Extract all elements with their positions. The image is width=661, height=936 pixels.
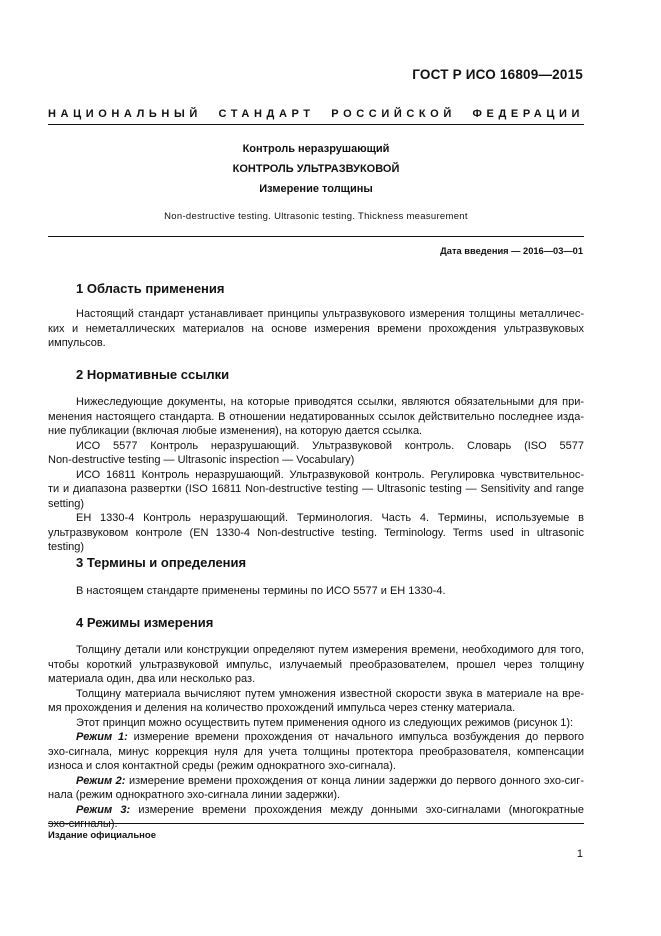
mode-1-label: Режим 1: bbox=[76, 731, 128, 743]
section-3-body bbox=[48, 584, 584, 599]
section-2-body bbox=[48, 395, 584, 555]
mode-3-label: Режим 3: bbox=[76, 803, 131, 816]
footer-rule bbox=[48, 823, 584, 824]
title-bottom-rule bbox=[48, 236, 584, 237]
text-line: нала (режим однократного эхо-сигнала линии задержки). bbox=[48, 789, 341, 801]
text-line: В настоящем стандарте применены термины по ИСО 5577 и ЕН 1330-4. bbox=[76, 585, 446, 597]
text-line: чтобы короткий ультразвуковой импульс, излучаемый преобразователем, прошел через толщину bbox=[48, 658, 584, 671]
national-standard-banner bbox=[48, 108, 584, 120]
text-line: ти и диапазона развертки (ISO 16811 Non-destructive testing — Ultrasonic testing — Sensitivity and range bbox=[48, 483, 584, 495]
text-line: Толщину материала вычисляют путем умножения известной скорости звука в материале на вре- bbox=[76, 687, 584, 700]
mode-2-text: измерение времени прохождения от конца линии задержки до первого донного эхо-сиг- bbox=[125, 774, 584, 787]
introduction-date: Дата введения — 2016—03—01 bbox=[440, 246, 583, 256]
title-line-2: КОНТРОЛЬ УЛЬТРАЗВУКОВОЙ bbox=[232, 163, 400, 175]
section-3-heading: 3 Термины и определения bbox=[76, 555, 247, 570]
banner-word-federation: ФЕДЕРАЦИИ bbox=[472, 108, 584, 120]
text-line: ние публикации (включая любые изменения), на которую дается ссылка. bbox=[48, 425, 423, 437]
text-line: ких и неметаллических материалов на основе измерения времени прохождения ультразвуковых bbox=[48, 322, 584, 335]
text-line: менения настоящего стандарта. В отношении недатированных ссылок действительно последнее изда- bbox=[48, 410, 584, 423]
text-line: мя прохождения и деления на количество прохождений импульса через стенку материала. bbox=[48, 702, 516, 714]
banner-word-russian: РОССИЙСКОЙ bbox=[331, 108, 456, 120]
text-line: ультразвуковом контроле (EN 1330-4 Non-destructive testing. Terminology. Terms used in ultrasonic bbox=[48, 526, 584, 539]
banner-word-national: НАЦИОНАЛЬНЫЙ bbox=[48, 108, 202, 120]
text-line: эхо-сигналы). bbox=[48, 818, 118, 830]
official-edition-label: Издание официальное bbox=[48, 830, 156, 841]
banner-word-standard: СТАНДАРТ bbox=[218, 108, 315, 120]
mode-1-line bbox=[48, 730, 584, 745]
title-line-1: Контроль неразрушающий bbox=[242, 143, 390, 155]
section-4-heading: 4 Режимы измерения bbox=[76, 615, 214, 630]
mode-1-text: измерение времени прохождения от начального импульса возбуждения до первого bbox=[127, 731, 584, 743]
mode-2-label: Режим 2: bbox=[76, 774, 126, 787]
mode-3-line bbox=[48, 803, 584, 818]
mode-2-line bbox=[48, 774, 584, 789]
text-line: Нижеследующие документы, на которые приводятся ссылки, являются обязательными для при- bbox=[76, 396, 584, 408]
section-1-body bbox=[48, 307, 584, 351]
document-number: ГОСТ Р ИСО 16809—2015 bbox=[412, 67, 583, 82]
section-2-heading: 2 Нормативные ссылки bbox=[76, 367, 230, 382]
section-1-heading: 1 Область применения bbox=[76, 281, 225, 296]
text-line: testing) bbox=[48, 541, 85, 553]
text-line: setting) bbox=[48, 497, 85, 510]
section-4-body bbox=[48, 643, 584, 832]
text-line: Non-destructive testing — Ultrasonic inspection — Vocabulary) bbox=[48, 454, 355, 466]
text-line: износа и слоя контактной среды (режим однократного эхо-сигнала). bbox=[48, 760, 396, 772]
title-line-3: Измерение толщины bbox=[259, 183, 373, 195]
mode-3-text: измерение времени прохождения между донными эхо-сигналами (многократные bbox=[130, 803, 584, 816]
text-line: Этот принцип можно осуществить путем применения одного из следующих режимов (рисунок 1): bbox=[76, 716, 574, 729]
text-line: импульсов. bbox=[48, 337, 106, 349]
text-line: Толщину детали или конструкции определяют путем измерения времени, необходимого для того, bbox=[76, 644, 584, 656]
text-line: ИСО 5577 Контроль неразрушающий. Ультразвуковой контроль. Словарь (ISO 5577 bbox=[76, 439, 584, 452]
text-line: ЕН 1330-4 Контроль неразрушающий. Терминология. Часть 4. Термины, используемые в bbox=[76, 512, 584, 524]
page-number: 1 bbox=[576, 848, 583, 860]
text-line: эхо-сигнала, минус коррекция нуля для учета толщины протектора преобразователя, компенсации bbox=[48, 745, 584, 758]
header-top-rule bbox=[48, 124, 584, 125]
text-line: ИСО 16811 Контроль неразрушающий. Ультразвуковой контроль. Регулировка чувствительнос- bbox=[76, 468, 584, 481]
text-line: Настоящий стандарт устанавливает принципы ультразвукового измерения толщины металличес- bbox=[76, 308, 584, 320]
text-line: материала один, два или несколько раз. bbox=[48, 673, 256, 685]
english-title: Non-destructive testing. Ultrasonic testing. Thickness measurement bbox=[164, 211, 468, 222]
